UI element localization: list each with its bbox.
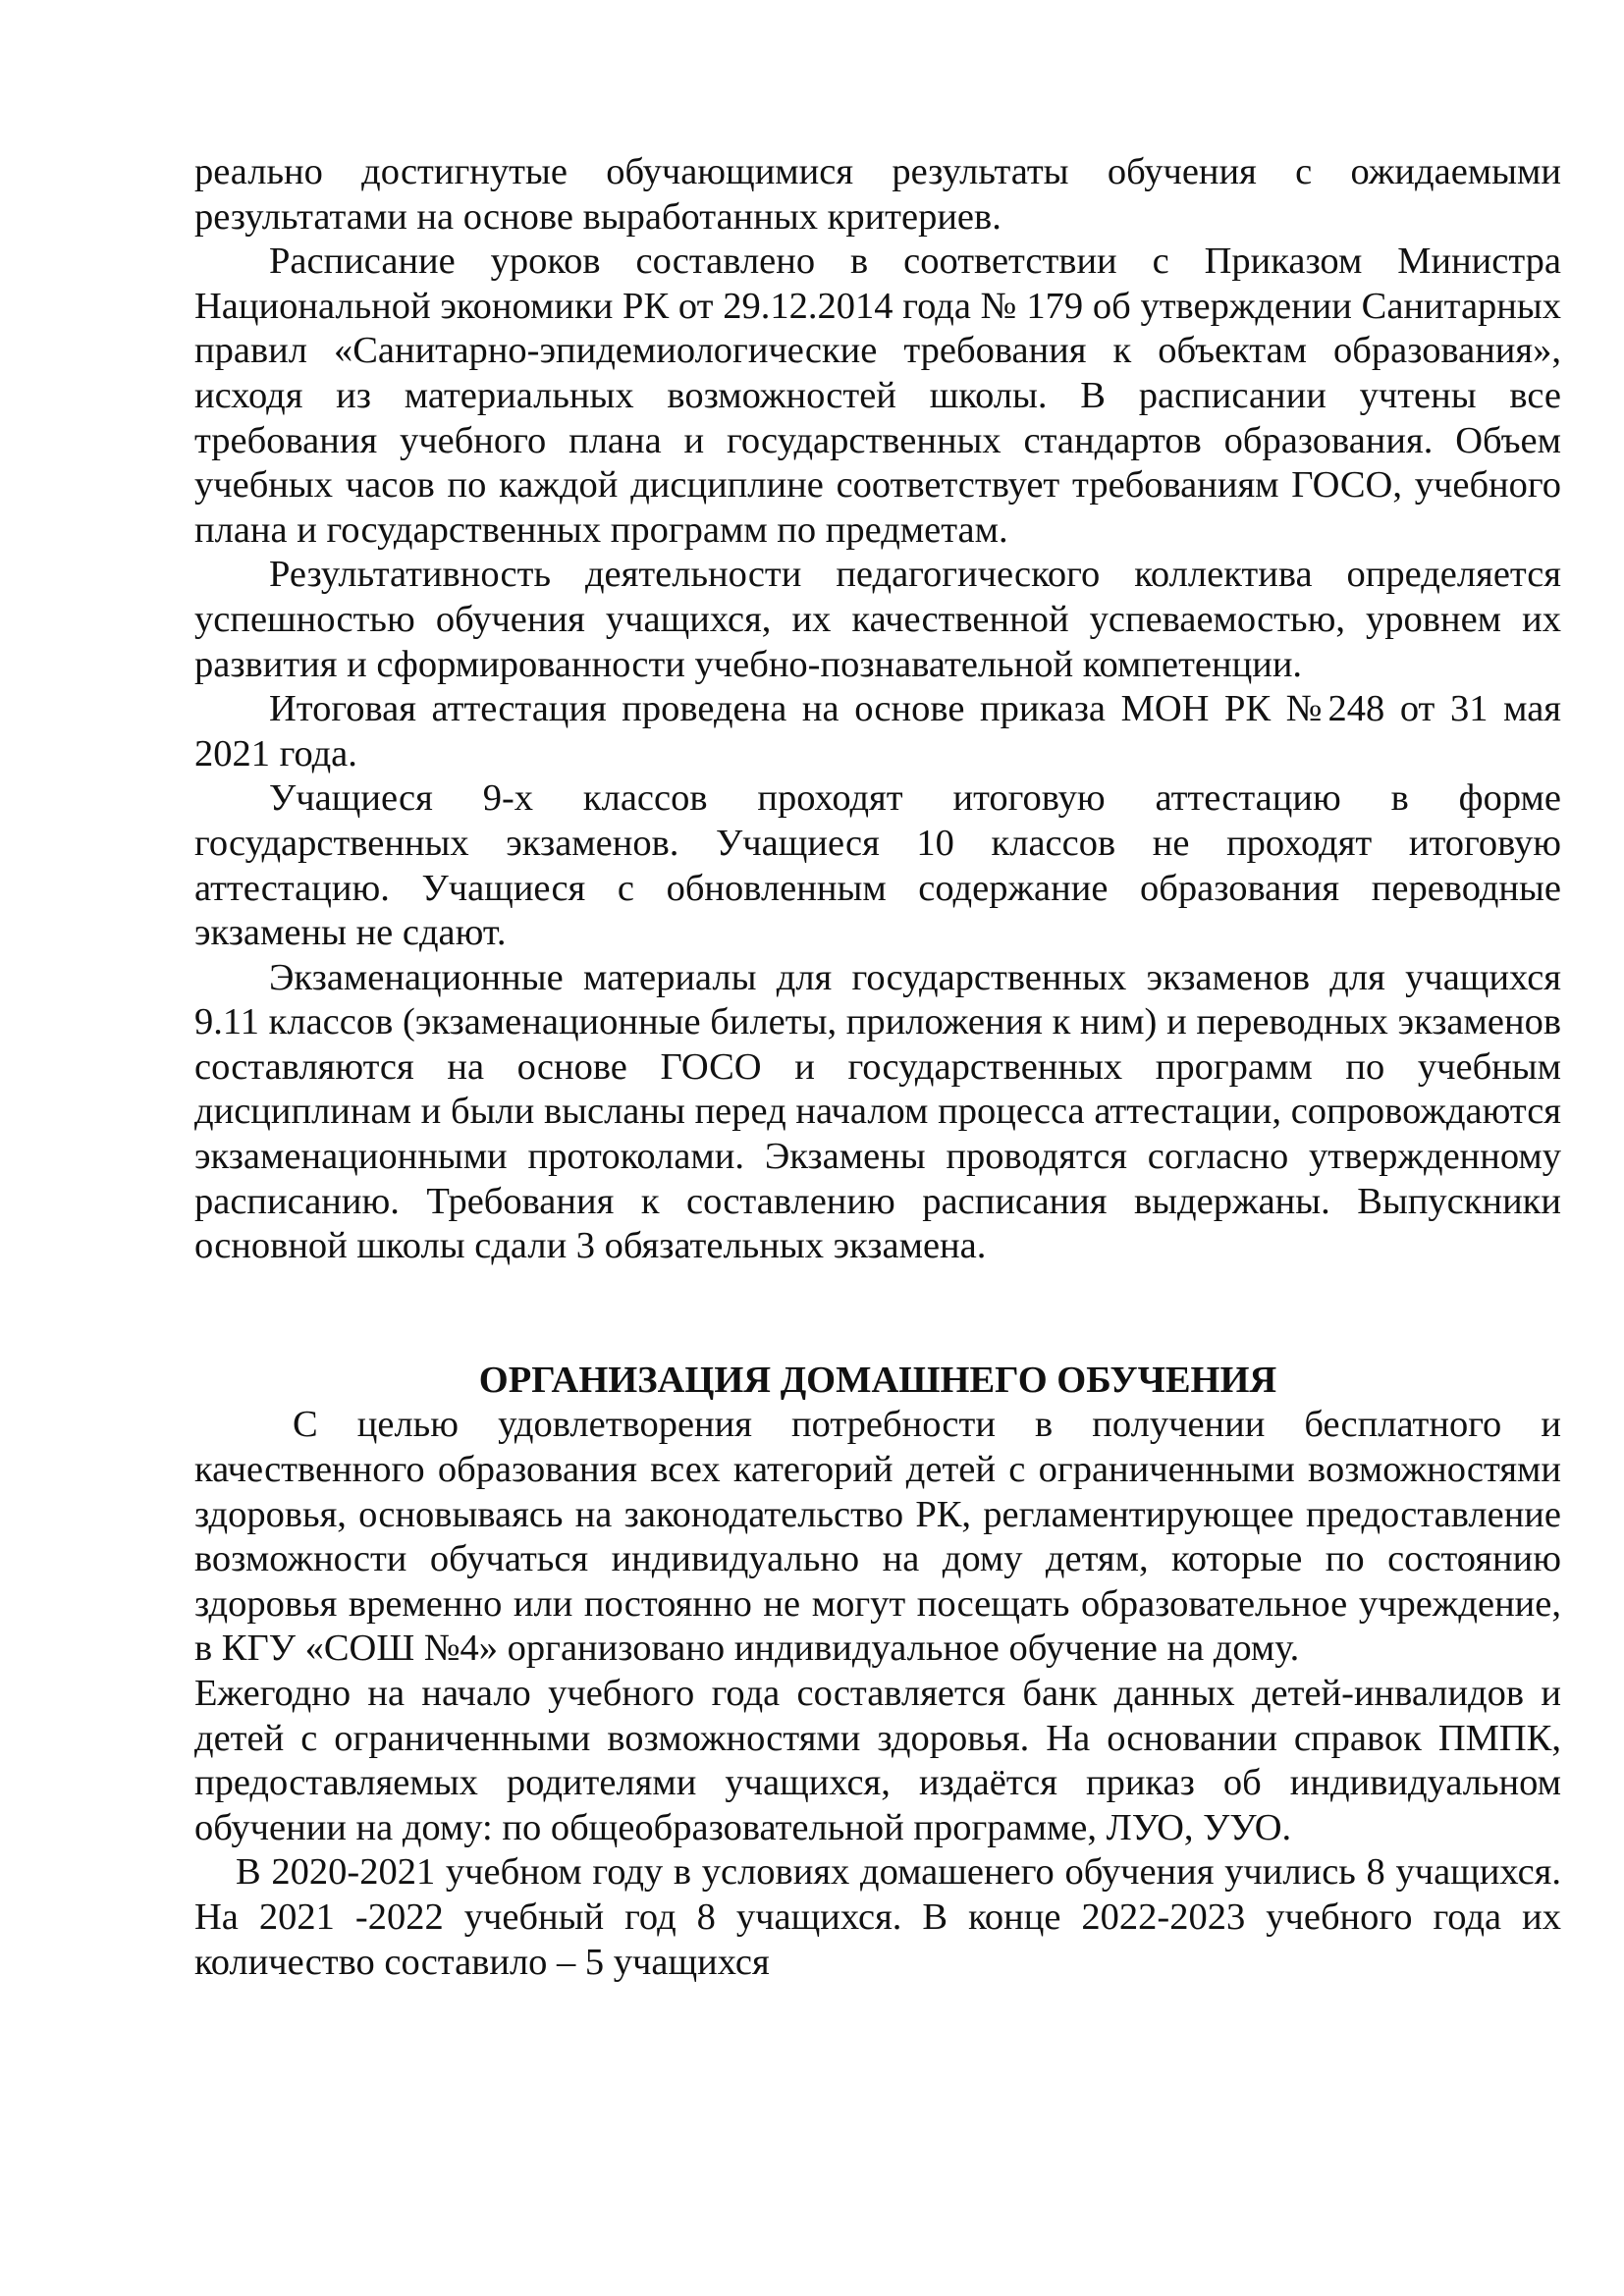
paragraph-data-bank: Ежегодно на начало учебного года составляется банк данных детей-инвалидов и детей с ограниченными возможностями здоровья. На основании справок ПМПК, предоставляемых родителями учащихся, издаётся приказ об индивидуальном обучении на дому: по общеобразовательной программе, ЛУО, УУО. bbox=[194, 1673, 1561, 1848]
paragraph-grade-9-students: Учащиеся 9-х классов проходят итоговую аттестацию в форме государственных экзаменов. Учащиеся 10 классов не проходят итоговую аттестацию. Учащиеся с обновленным содержание образования переводные экзамены не сдают. bbox=[194, 777, 1561, 954]
paragraph-student-counts: В 2020-2021 учебном году в условиях домашенего обучения учились 8 учащихся. На 2021 -2022 учебный год 8 учащихся. В конце 2022-2023 учебного года их количество составило – 5 учащихся bbox=[194, 1851, 1561, 1983]
paragraph-effectiveness: Результативность деятельности педагогического коллектива определяется успешностью обучения учащихся, их качественной успеваемостью, уровнем их развития и сформированности учебно-познавательной компетенции. bbox=[194, 554, 1561, 685]
paragraph-results-comparison: реально достигнутые обучающимися результаты обучения с ожидаемыми результатами на основе выработанных критериев. bbox=[194, 151, 1561, 238]
section-heading-home-schooling: ОРГАНИЗАЦИЯ ДОМАШНЕГО ОБУЧЕНИЯ bbox=[478, 1359, 1277, 1401]
paragraph-home-schooling-purpose: С целью удовлетворения потребности в получении бесплатного и качественного образования всех категорий детей с ограниченными возможностями здоровья, основываясь на законодательство РК, регламентирующее предоставление возможности обучаться индивидуально на дому детям, которые по состоянию здоровья временно или постоянно не могут посещать образовательное учреждение, в КГУ «СОШ №4» организовано индивидуальное обучение на дому. bbox=[194, 1404, 1561, 1670]
document-page bbox=[194, 150, 1561, 1985]
paragraph-exam-materials: Экзаменационные материалы для государственных экзаменов для учащихся 9.11 классов (экзаменационные билеты, приложения к ним) и переводных экзаменов составляются на основе ГОСО и государственных программ по учебным дисциплинам и были высланы перед началом процесса аттестации, сопровождаются экзаменационными протоколами. Экзамены проводятся согласно утвержденному расписанию. Требования к составлению расписания выдержаны. Выпускники основной школы сдали 3 обязательных экзамена. bbox=[194, 956, 1561, 1267]
paragraph-schedule: Расписание уроков составлено в соответствии с Приказом Министра Национальной экономики РК от 29.12.2014 года № 179 об утверждении Санитарных правил «Санитарно-эпидемиологические требования к объектам образования», исходя из материальных возможностей школы. В расписании учтены все требования учебного плана и государственных стандартов образования. Объем учебных часов по каждой дисциплине соответствует требованиям ГОСО, учебного плана и государственных программ по предметам. bbox=[194, 240, 1561, 551]
paragraph-final-attestation: Итоговая аттестация проведена на основе приказа МОН РК №248 от 31 мая 2021 года. bbox=[194, 688, 1561, 774]
